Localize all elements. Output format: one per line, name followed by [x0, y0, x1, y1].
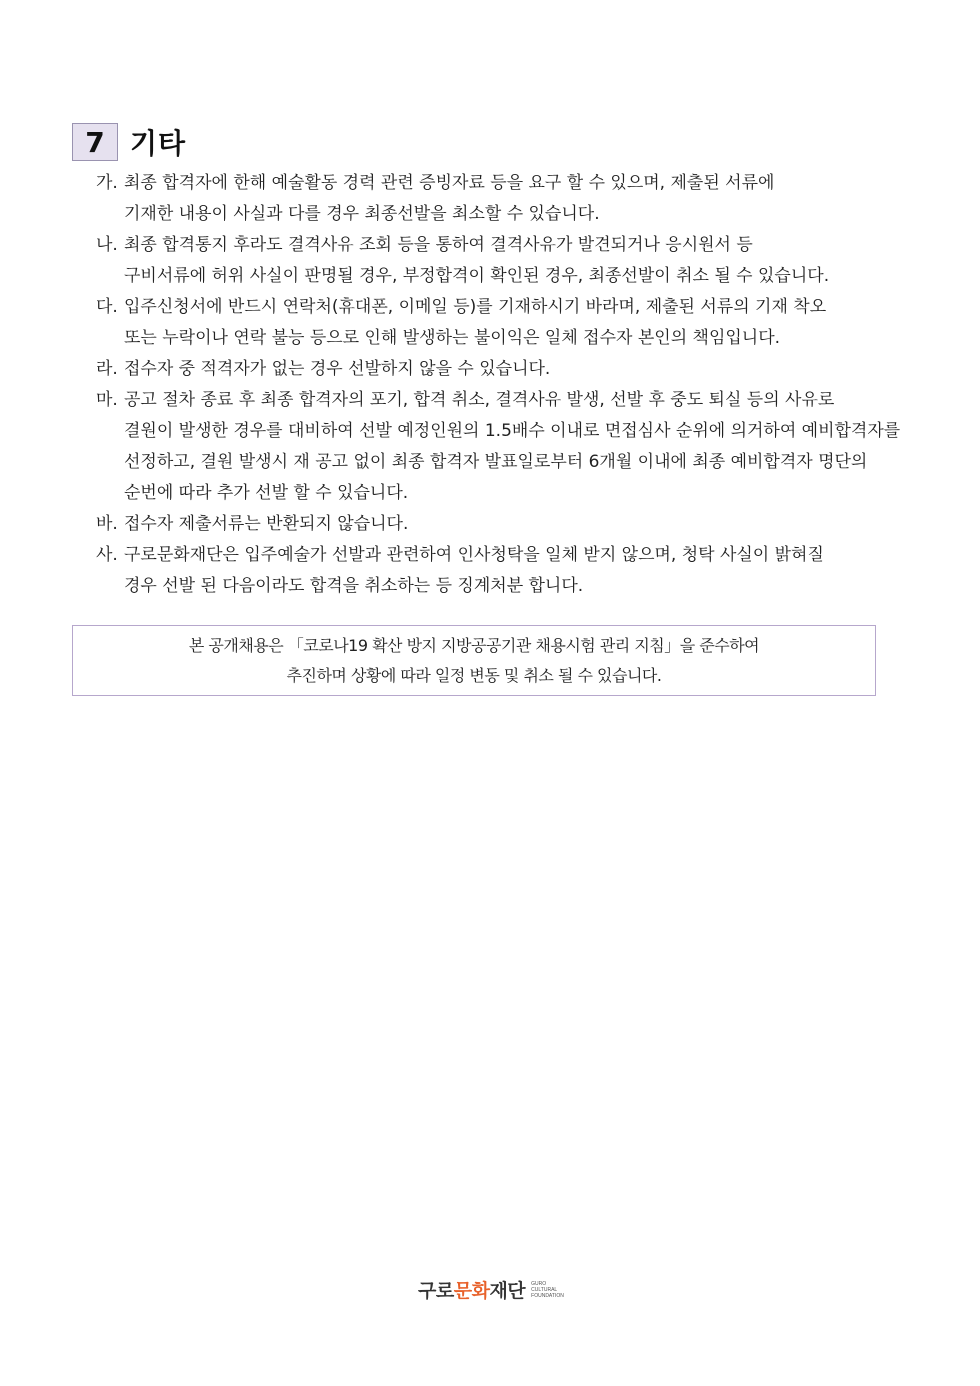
- list-item: [96, 354, 926, 385]
- logo-wordmark: [418, 1276, 525, 1303]
- logo-text: 구로: [418, 1280, 454, 1302]
- section-number: 7: [72, 123, 118, 161]
- logo-text-accent: 문화: [453, 1280, 490, 1302]
- item-line: 입주신청서에 반드시 연락처(휴대폰, 이메일 등)를 기재하시기 바라며, 제출된 서류의 기재 착오: [124, 297, 827, 317]
- list-item: [96, 385, 926, 509]
- logo-en-line: GURO: [531, 1280, 547, 1287]
- item-line: 또는 누락이나 연락 불능 등으로 인해 발생하는 불이익은 일체 접수자 본인의 책임입니다.: [124, 328, 781, 348]
- list-item: [96, 292, 926, 354]
- item-marker: 나.: [96, 235, 118, 255]
- item-marker: 라.: [96, 359, 118, 379]
- list-item: [96, 168, 926, 230]
- item-line: 최종 합격자에 한해 예술활동 경력 관련 증빙자료 등을 요구 할 수 있으며, 제출된 서류에: [124, 173, 775, 193]
- notice-line: 본 공개채용은 「코로나19 확산 방지 지방공공기관 채용시험 관리 지침」을 준수하여: [188, 635, 760, 655]
- item-line: 기재한 내용이 사실과 다를 경우 최종선발을 최소할 수 있습니다.: [124, 204, 600, 224]
- list-item: [96, 230, 926, 292]
- section-header: [72, 122, 186, 162]
- item-line: 선정하고, 결원 발생시 재 공고 없이 최종 합격자 발표일로부터 6개월 이내에 최종 예비합격자 명단의: [124, 452, 868, 472]
- item-marker: 가.: [96, 173, 118, 193]
- item-marker: 바.: [96, 514, 118, 534]
- notice-line: 추진하며 상황에 따라 일정 변동 및 취소 될 수 있습니다.: [286, 665, 662, 685]
- logo-en-line: FOUNDATION: [531, 1292, 564, 1299]
- section-title: 기타: [130, 127, 187, 160]
- item-line: 결원이 발생한 경우를 대비하여 선발 예정인원의 1.5배수 이내로 면접심사 순위에 의거하여 예비합격자를: [124, 421, 901, 441]
- item-line: 접수자 제출서류는 반환되지 않습니다.: [124, 514, 409, 534]
- item-line: 구로문화재단은 입주예술가 선발과 관련하여 인사청탁을 일체 받지 않으며, 청탁 사실이 밝혀질: [124, 545, 824, 565]
- item-line: 최종 합격통지 후라도 결격사유 조회 등을 통하여 결격사유가 발견되거나 응시원서 등: [124, 235, 753, 255]
- item-line: 공고 절차 종료 후 최종 합격자의 포기, 합격 취소, 결격사유 발생, 선발 후 중도 퇴실 등의 사유로: [124, 390, 835, 410]
- item-marker: 사.: [96, 545, 118, 565]
- list-item: [96, 540, 926, 602]
- item-line: 경우 선발 된 다음이라도 합격을 취소하는 등 징계처분 합니다.: [124, 576, 584, 596]
- notice-box: [72, 625, 876, 696]
- logo-text: 재단: [489, 1280, 526, 1302]
- item-marker: 마.: [96, 390, 118, 410]
- item-line: 순번에 따라 추가 선발 할 수 있습니다.: [124, 483, 409, 503]
- item-list: [96, 168, 926, 602]
- item-line: 구비서류에 허위 사실이 판명될 경우, 부정합격이 확인된 경우, 최종선발이 취소 될 수 있습니다.: [124, 266, 830, 286]
- foundation-logo: [418, 1276, 564, 1303]
- logo-english: [531, 1281, 564, 1299]
- list-item: [96, 509, 926, 540]
- logo-en-line: CULTURAL: [531, 1286, 558, 1293]
- item-marker: 다.: [96, 297, 118, 317]
- item-line: 접수자 중 적격자가 없는 경우 선발하지 않을 수 있습니다.: [124, 359, 551, 379]
